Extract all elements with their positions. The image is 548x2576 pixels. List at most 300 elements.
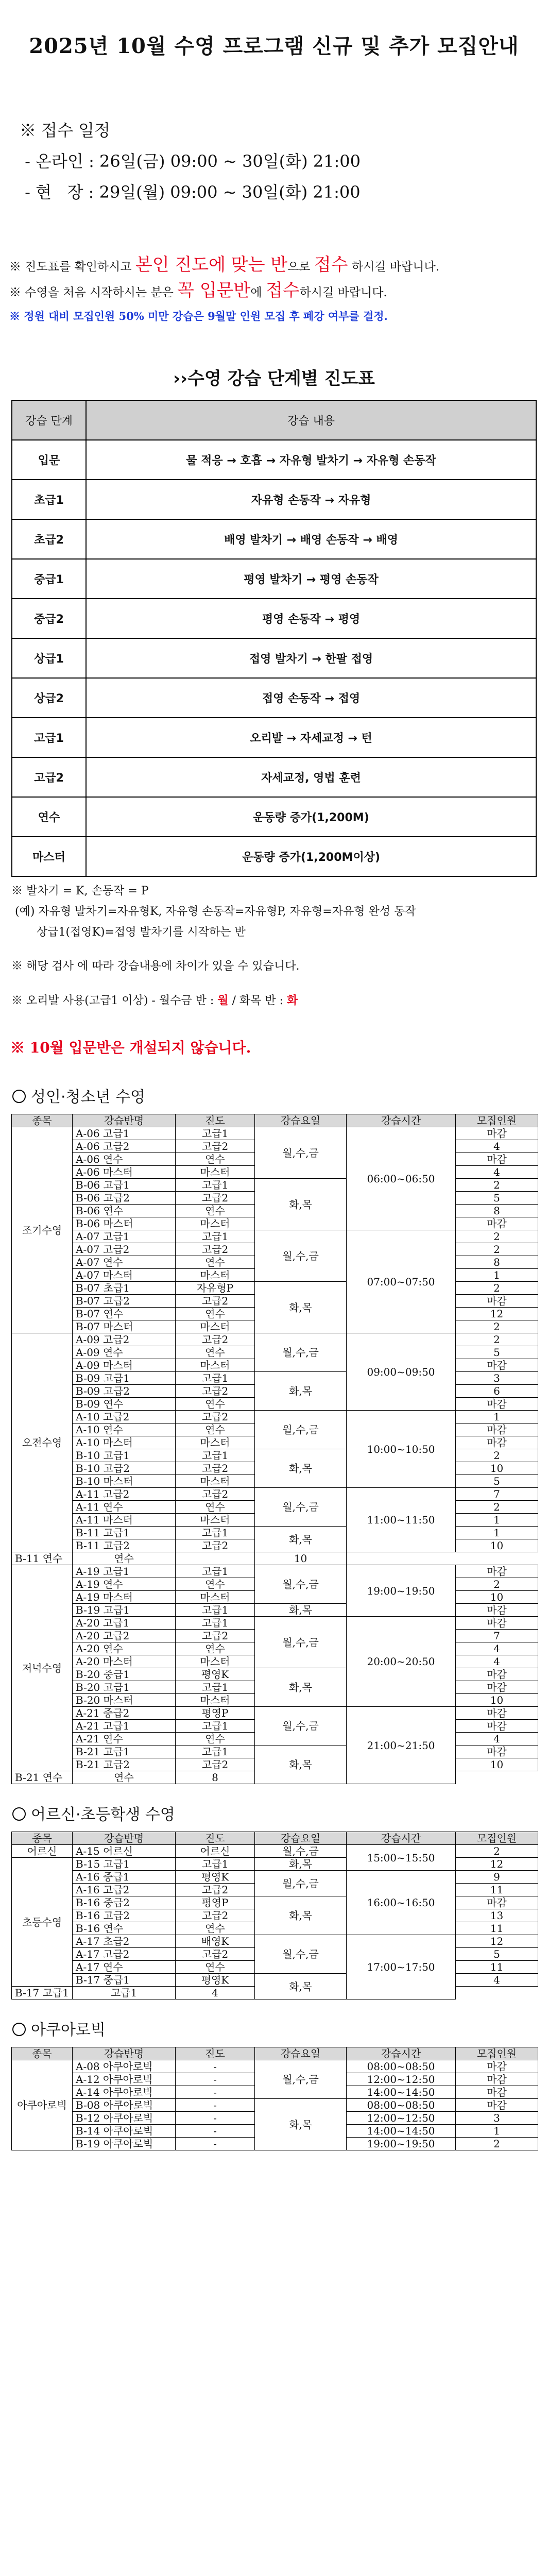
table-row [12, 1282, 538, 1295]
count-cell: 11 [456, 1884, 538, 1896]
table-row [12, 2099, 538, 2112]
level-row [12, 480, 536, 519]
count-cell: 12 [456, 1935, 538, 1948]
class-name-cell: B-10 마스터 [73, 1475, 176, 1488]
class-name-cell: B-21 연수 [12, 1771, 73, 1784]
schedule-header-cell: 강습요일 [255, 1114, 347, 1127]
count-cell: 9 [456, 1871, 538, 1884]
level-row [12, 837, 536, 876]
foot-3: 상급1(접영K)=접영 발차기를 시작하는 반 [11, 926, 246, 939]
count-cell: 4 [456, 1140, 538, 1153]
level-cell: 평영K [176, 1871, 255, 1884]
class-name-cell: A-09 연수 [73, 1346, 176, 1359]
count-cell: 마감 [456, 1398, 538, 1411]
level-cell: 고급1 [176, 1449, 255, 1462]
class-name-cell: B-16 연수 [73, 1922, 176, 1935]
level-cell: 평영P [176, 1707, 255, 1720]
level-cell: 고급1 [176, 1179, 255, 1192]
level-cell: 고급2 [176, 1385, 255, 1398]
days-cell: 화,목 [255, 1974, 347, 1999]
count-cell: 마감 [456, 1153, 538, 1166]
count-cell: 마감 [456, 2086, 538, 2099]
level-cell: 연수 [176, 1398, 255, 1411]
level-name: 초급2 [12, 519, 86, 559]
days-cell: 화,목 [255, 1527, 347, 1552]
category-cell: 조기수영 [12, 1127, 73, 1333]
adult-title [12, 1084, 548, 1107]
class-name-cell: A-07 고급2 [73, 1243, 176, 1256]
class-name-cell: A-07 고급1 [73, 1230, 176, 1243]
count-cell: 4 [456, 1166, 538, 1179]
note-1-text3: 하시길 바랍니다. [348, 260, 440, 274]
class-name-cell: A-16 중급1 [73, 1871, 176, 1884]
schedule-onsite: - 현 장 : 29일(월) 09:00 ~ 30일(화) 21:00 [20, 182, 361, 202]
level-cell: 고급1 [176, 1617, 255, 1630]
level-content: 접영 손동작 → 접영 [86, 678, 536, 718]
table-row [12, 1488, 538, 1501]
level-cell: 마스터 [176, 1217, 255, 1230]
level-cell: 어르신 [176, 1845, 255, 1858]
level-cell: 연수 [176, 1205, 255, 1217]
class-name-cell: A-21 고급1 [73, 1720, 176, 1733]
kids-schedule-table [11, 1832, 538, 1999]
table-row [12, 1565, 538, 1578]
time-cell: 17:00~17:50 [347, 1935, 456, 1999]
schedule-header-cell: 모집인원 [456, 1832, 538, 1845]
class-name-cell: A-11 마스터 [73, 1514, 176, 1527]
count-cell: 12 [456, 1308, 538, 1320]
level-name: 입문 [12, 440, 86, 480]
level-cell: 마스터 [176, 1320, 255, 1333]
schedule-header-cell: 강습시간 [347, 1832, 456, 1845]
table-row [12, 1372, 538, 1385]
levels-col-level: 강습 단계 [12, 400, 86, 440]
count-cell: 마감 [456, 1217, 538, 1230]
schedule-header-cell: 강습반명 [73, 2047, 176, 2060]
count-cell: 5 [456, 1192, 538, 1205]
class-name-cell: A-21 연수 [73, 1733, 176, 1745]
count-cell: 4 [176, 1987, 255, 1999]
level-cell: 고급2 [176, 1884, 255, 1896]
days-cell: 화,목 [255, 1372, 347, 1411]
class-name-cell: B-07 고급2 [73, 1295, 176, 1308]
table-row [12, 1604, 538, 1617]
level-cell: 고급2 [176, 1243, 255, 1256]
level-cell: 고급2 [176, 1192, 255, 1205]
count-cell: 3 [456, 2112, 538, 2125]
table-row [12, 1552, 538, 1565]
level-cell: 고급2 [176, 1140, 255, 1153]
level-name: 상급2 [12, 678, 86, 718]
table-row [12, 1745, 538, 1758]
class-name-cell: A-07 연수 [73, 1256, 176, 1269]
class-name-cell: A-10 연수 [73, 1423, 176, 1436]
level-cell: 배영K [176, 1935, 255, 1948]
level-cell: 연수 [176, 1423, 255, 1436]
schedule [20, 115, 548, 208]
table-row [12, 1179, 538, 1192]
page-title: 2025년 10월 수영 프로그램 신규 및 추가 모집안내 [29, 34, 519, 58]
class-name-cell: A-20 연수 [73, 1642, 176, 1655]
level-cell: 마스터 [176, 1436, 255, 1449]
time-cell: 15:00~15:50 [347, 1845, 456, 1871]
count-cell: 10 [456, 1758, 538, 1771]
count-cell: 2 [456, 2138, 538, 2150]
class-name-cell: B-15 고급1 [73, 1858, 176, 1871]
level-cell: 고급1 [176, 1372, 255, 1385]
count-cell: 5 [456, 1346, 538, 1359]
class-name-cell: A-14 아쿠아로빅 [73, 2086, 176, 2099]
days-cell: 화,목 [255, 1179, 347, 1230]
level-cell: - [176, 2073, 255, 2086]
time-cell: 12:00~12:50 [347, 2112, 456, 2125]
foot-5-mon: 월 [217, 994, 229, 1007]
category-cell: 아쿠아로빅 [12, 2060, 73, 2150]
foot-4: ※ 해당 검사 에 따라 강습내용에 차이가 있을 수 있습니다. [11, 960, 300, 973]
foot-1: ※ 발차기 = K, 손동작 = P [11, 885, 149, 897]
count-cell: 1 [456, 1411, 538, 1423]
class-name-cell: A-07 마스터 [73, 1269, 176, 1282]
class-name-cell: B-17 중급1 [73, 1974, 176, 1987]
level-content: 평영 발차기 → 평영 손동작 [86, 559, 536, 599]
count-cell: 13 [456, 1909, 538, 1922]
class-name-cell: B-16 고급2 [73, 1909, 176, 1922]
time-cell: 19:00~19:50 [347, 2138, 456, 2150]
class-name-cell: A-09 고급2 [73, 1333, 176, 1346]
count-cell: 마감 [456, 1359, 538, 1372]
days-cell: 월,수,금 [255, 1230, 347, 1282]
foot-2: (예) 자유형 발차기=자유형K, 자유형 손동작=자유형P, 자유형=자유형 완성 동작 [11, 905, 416, 918]
class-name-cell: B-14 아쿠아로빅 [73, 2125, 176, 2138]
level-cell: 마스터 [176, 1475, 255, 1488]
schedule-header-cell: 진도 [176, 1114, 255, 1127]
count-cell: 마감 [456, 1707, 538, 1720]
level-cell: 연수 [176, 1578, 255, 1591]
level-cell: 평영P [176, 1896, 255, 1909]
count-cell: 2 [456, 1282, 538, 1295]
class-name-cell: A-10 마스터 [73, 1436, 176, 1449]
levels-title: ››수영 강습 단계별 진도표 [173, 368, 375, 389]
level-cell: 고급2 [176, 1948, 255, 1961]
table-row [12, 1935, 538, 1948]
class-name-cell: B-06 마스터 [73, 1217, 176, 1230]
count-cell: 5 [456, 1475, 538, 1488]
days-cell: 화,목 [255, 1449, 347, 1488]
count-cell: 11 [456, 1922, 538, 1935]
notes [9, 253, 548, 328]
table-row [12, 2060, 538, 2073]
count-cell: 6 [456, 1385, 538, 1398]
count-cell: 2 [456, 1501, 538, 1514]
level-row [12, 678, 536, 718]
class-name-cell: A-15 어르신 [73, 1845, 176, 1858]
count-cell: 8 [456, 1256, 538, 1269]
class-name-cell: B-16 중급2 [73, 1896, 176, 1909]
level-cell: - [176, 2138, 255, 2150]
level-row [12, 757, 536, 797]
days-cell: 월,수,금 [255, 1871, 347, 1896]
level-cell: 고급2 [176, 1909, 255, 1922]
foot-5-text2: / 화목 반 : [228, 994, 287, 1007]
note-2-highlight: 꼭 입문반 [177, 280, 251, 301]
count-cell: 10 [456, 1591, 538, 1604]
category-cell: 어르신 [12, 1845, 73, 1858]
class-name-cell: B-21 고급1 [73, 1745, 176, 1758]
days-cell: 화,목 [255, 1745, 347, 1784]
level-cell: 고급1 [176, 1745, 255, 1758]
schedule-header-row [12, 1832, 538, 1845]
note-3: ※ 정원 대비 모집인원 50% 미만 강습은 9월말 인원 모집 후 폐강 여부를 결정. [9, 310, 388, 323]
level-cell: 평영K [176, 1974, 255, 1987]
adult-title-text: 성인·청소년 수영 [31, 1088, 145, 1106]
count-cell: 10 [255, 1552, 347, 1565]
levels-col-content: 강습 내용 [86, 400, 536, 440]
class-name-cell: A-06 마스터 [73, 1166, 176, 1179]
count-cell: 7 [456, 1630, 538, 1642]
levels-table [11, 400, 537, 877]
count-cell: 2 [456, 1333, 538, 1346]
time-cell: 09:00~09:50 [347, 1333, 456, 1411]
table-row [12, 1668, 538, 1681]
schedule-header-row [12, 1114, 538, 1127]
count-cell: 마감 [456, 1668, 538, 1681]
count-cell: 마감 [456, 1565, 538, 1578]
class-name-cell: B-08 아쿠아로빅 [73, 2099, 176, 2112]
count-cell: 마감 [456, 2099, 538, 2112]
table-row [12, 1974, 538, 1987]
schedule-header-cell: 모집인원 [456, 2047, 538, 2060]
class-name-cell: A-06 고급2 [73, 1140, 176, 1153]
level-cell: 고급1 [176, 1720, 255, 1733]
count-cell: 1 [456, 1527, 538, 1539]
class-name-cell: A-09 마스터 [73, 1359, 176, 1372]
aqua-title-text: 아쿠아로빅 [31, 2021, 106, 2039]
count-cell: 2 [456, 1449, 538, 1462]
level-cell: 연수 [176, 1922, 255, 1935]
level-cell: 평영K [176, 1668, 255, 1681]
level-row [12, 559, 536, 599]
level-name: 중급2 [12, 599, 86, 638]
table-row [12, 1230, 538, 1243]
class-name-cell: B-20 마스터 [73, 1694, 176, 1707]
schedule-header-cell: 강습시간 [347, 2047, 456, 2060]
note-2-highlight2: 접수 [265, 280, 300, 301]
class-name-cell: A-20 고급1 [73, 1617, 176, 1630]
note-2 [9, 279, 548, 304]
class-name-cell: B-07 마스터 [73, 1320, 176, 1333]
count-cell: 2 [456, 1845, 538, 1858]
schedule-header-cell: 진도 [176, 1832, 255, 1845]
count-cell: 1 [456, 1269, 538, 1282]
circle-icon [12, 1090, 26, 1103]
level-cell: 고급2 [176, 1539, 255, 1552]
level-cell: 연수 [176, 1501, 255, 1514]
time-cell: 14:00~14:50 [347, 2086, 456, 2099]
table-row [12, 1127, 538, 1140]
category-cell: 오전수영 [12, 1333, 73, 1552]
level-row [12, 519, 536, 559]
count-cell: 7 [456, 1488, 538, 1501]
class-name-cell: A-11 연수 [73, 1501, 176, 1514]
class-name-cell: B-20 고급1 [73, 1681, 176, 1694]
count-cell: 10 [456, 1539, 538, 1552]
level-name: 중급1 [12, 559, 86, 599]
count-cell: 마감 [456, 1604, 538, 1617]
circle-icon [12, 1807, 26, 1821]
level-cell: 연수 [176, 1642, 255, 1655]
level-cell: - [176, 2086, 255, 2099]
class-name-cell: B-10 고급1 [73, 1449, 176, 1462]
time-cell: 14:00~14:50 [347, 2125, 456, 2138]
class-name-cell: A-08 아쿠아로빅 [73, 2060, 176, 2073]
class-name-cell: A-12 아쿠아로빅 [73, 2073, 176, 2086]
days-cell: 화,목 [255, 1282, 347, 1333]
level-cell: 마스터 [176, 1655, 255, 1668]
class-name-cell: B-10 고급2 [73, 1462, 176, 1475]
count-cell: 마감 [456, 2073, 538, 2086]
table-row [12, 1858, 538, 1871]
level-cell: 연수 [176, 1961, 255, 1974]
level-cell: 연수 [176, 1153, 255, 1166]
days-cell: 월,수,금 [255, 1411, 347, 1449]
class-name-cell: B-19 아쿠아로빅 [73, 2138, 176, 2150]
count-cell: 마감 [456, 2060, 538, 2073]
class-name-cell: B-07 연수 [73, 1308, 176, 1320]
class-name-cell: A-17 연수 [73, 1961, 176, 1974]
time-cell: 06:00~06:50 [347, 1127, 456, 1230]
count-cell: 마감 [456, 1720, 538, 1733]
days-cell: 월,수,금 [255, 1845, 347, 1858]
time-cell: 12:00~12:50 [347, 2073, 456, 2086]
level-name: 상급1 [12, 638, 86, 678]
days-cell: 월,수,금 [255, 1617, 347, 1668]
level-cell: - [176, 2125, 255, 2138]
circle-icon [12, 2023, 26, 2036]
table-row [12, 1527, 538, 1539]
note-2-text3: 하시길 바랍니다. [299, 286, 387, 299]
level-cell: 연수 [73, 1771, 176, 1784]
note-1-text2: 으로 [287, 260, 314, 274]
schedule-header-cell: 강습반명 [73, 1832, 176, 1845]
count-cell: 12 [456, 1858, 538, 1871]
class-name-cell: B-11 고급2 [73, 1539, 176, 1552]
class-name-cell: B-12 아쿠아로빅 [73, 2112, 176, 2125]
level-cell: 고급1 [176, 1527, 255, 1539]
level-cell: 고급2 [176, 1758, 255, 1771]
foot-5 [11, 992, 548, 1008]
level-cell: 고급2 [176, 1488, 255, 1501]
time-cell: 21:00~21:50 [347, 1707, 456, 1784]
level-cell: 마스터 [176, 1359, 255, 1372]
count-cell: 2 [456, 1320, 538, 1333]
class-name-cell: B-06 고급1 [73, 1179, 176, 1192]
note-1-text: ※ 진도표를 확인하시고 [9, 260, 135, 274]
level-content: 운동량 증가(1,200M) [86, 797, 536, 837]
schedule-head: ※ 접수 일정 [20, 121, 110, 140]
level-cell: 고급2 [176, 1333, 255, 1346]
count-cell: 2 [456, 1179, 538, 1192]
schedule-header-cell: 강습요일 [255, 1832, 347, 1845]
class-name-cell: B-09 연수 [73, 1398, 176, 1411]
level-content: 물 적응 → 호흡 → 자유형 발차기 → 자유형 손동작 [86, 440, 536, 480]
schedule-header-cell: 진도 [176, 2047, 255, 2060]
level-content: 자세교정, 영법 훈련 [86, 757, 536, 797]
time-cell: 10:00~10:50 [347, 1411, 456, 1488]
level-name: 초급1 [12, 480, 86, 519]
days-cell: 월,수,금 [255, 1488, 347, 1527]
class-name-cell: B-09 고급1 [73, 1372, 176, 1385]
schedule-header-cell: 강습요일 [255, 2047, 347, 2060]
level-name: 연수 [12, 797, 86, 837]
class-name-cell: A-19 연수 [73, 1578, 176, 1591]
level-cell: 고급2 [176, 1462, 255, 1475]
level-cell: 고급1 [176, 1127, 255, 1140]
count-cell: 마감 [456, 1896, 538, 1909]
count-cell: 10 [456, 1694, 538, 1707]
count-cell: 4 [456, 1733, 538, 1745]
level-cell: 고급2 [176, 1630, 255, 1642]
level-cell: 고급1 [176, 1565, 255, 1578]
time-cell: 16:00~16:50 [347, 1871, 456, 1935]
count-cell: 4 [456, 1974, 538, 1987]
level-cell: 고급1 [73, 1987, 176, 1999]
table-row [12, 1333, 538, 1346]
time-cell: 08:00~08:50 [347, 2060, 456, 2073]
count-cell: 2 [456, 1243, 538, 1256]
count-cell: 마감 [456, 1745, 538, 1758]
level-cell: - [176, 2112, 255, 2125]
class-name-cell: A-16 고급2 [73, 1884, 176, 1896]
count-cell: 2 [456, 1578, 538, 1591]
level-cell: 마스터 [176, 1166, 255, 1179]
level-content: 접영 발차기 → 한팔 접영 [86, 638, 536, 678]
category-cell: 초등수영 [12, 1858, 73, 1987]
level-content: 평영 손동작 → 평영 [86, 599, 536, 638]
count-cell: 마감 [456, 1127, 538, 1140]
level-cell: 마스터 [176, 1694, 255, 1707]
class-name-cell: A-17 초급2 [73, 1935, 176, 1948]
levels-footnotes [11, 881, 548, 943]
level-cell: 고급2 [176, 1295, 255, 1308]
note-2-text: ※ 수영을 처음 시작하시는 분은 [9, 286, 178, 299]
level-name: 고급2 [12, 757, 86, 797]
adult-schedule-table [11, 1114, 538, 1784]
class-name-cell: B-11 고급1 [73, 1527, 176, 1539]
class-name-cell: B-17 고급1 [12, 1987, 73, 1999]
count-cell: 11 [456, 1961, 538, 1974]
level-cell: 고급1 [176, 1604, 255, 1617]
level-row [12, 638, 536, 678]
time-cell: 07:00~07:50 [347, 1230, 456, 1333]
foot-5-tue: 화 [287, 994, 298, 1007]
time-cell: 11:00~11:50 [347, 1488, 456, 1552]
schedule-header-cell: 모집인원 [456, 1114, 538, 1127]
class-name-cell: B-06 고급2 [73, 1192, 176, 1205]
level-content: 자유형 손동작 → 자유형 [86, 480, 536, 519]
level-cell: 마스터 [176, 1591, 255, 1604]
class-name-cell: B-09 고급2 [73, 1385, 176, 1398]
count-cell: 1 [456, 1514, 538, 1527]
level-cell: 연수 [176, 1346, 255, 1359]
level-name: 고급1 [12, 718, 86, 757]
count-cell: 4 [456, 1642, 538, 1655]
table-row [12, 1871, 538, 1884]
class-name-cell: A-20 고급2 [73, 1630, 176, 1642]
class-name-cell: B-07 초급1 [73, 1282, 176, 1295]
days-cell: 화,목 [255, 1896, 347, 1935]
note-2-text2: 에 [250, 286, 266, 299]
count-cell: 8 [456, 1205, 538, 1217]
